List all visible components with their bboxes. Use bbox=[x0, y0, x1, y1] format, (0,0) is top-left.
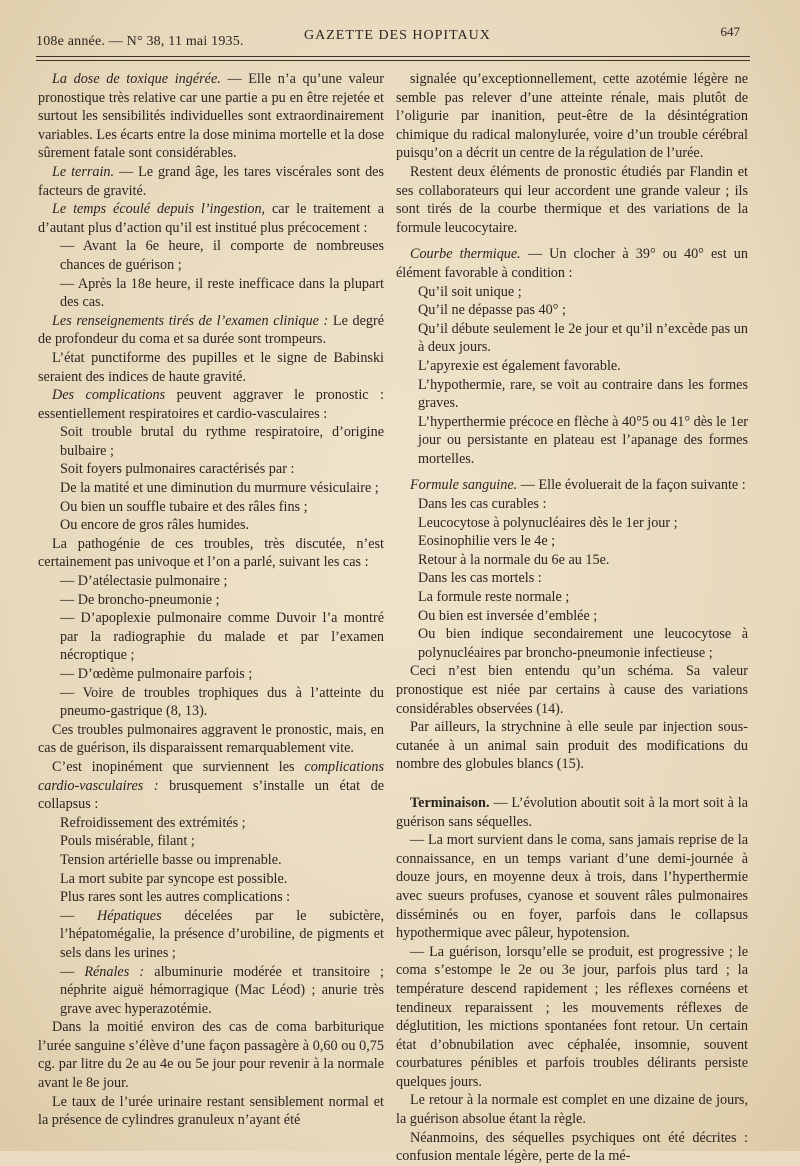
paragraph bbox=[396, 283, 748, 302]
paragraph bbox=[396, 532, 748, 551]
paragraph-text: Qu’il soit unique ; bbox=[418, 283, 522, 300]
paragraph-text: Ou bien un souffle tubaire et des râles fins ; bbox=[60, 498, 308, 515]
paragraph-text: Dans les cas mortels : bbox=[418, 570, 542, 587]
paragraph bbox=[396, 718, 748, 774]
paragraph bbox=[396, 588, 748, 607]
paragraph bbox=[396, 1129, 748, 1166]
paragraph-prefix: — bbox=[60, 907, 97, 924]
paragraph-text: Restent deux éléments de pronostic étudiés par Flandin et ses collaborateurs qui leur accordent une grande valeur ; ils sont tirés de la courbe thermique et des variations de la formule leucocytaire. bbox=[396, 163, 748, 236]
paragraph-text: Pouls misérable, filant ; bbox=[60, 833, 195, 850]
paragraph bbox=[38, 665, 384, 684]
paragraph-text: — L’évolution aboutit soit à la mort soit à la guérison sans séquelles. bbox=[396, 794, 748, 830]
paragraph-text: — Elle n’a qu’une valeur pronostique très relative car une partie a pu en être rejetée et surtout les sensibilités individuelles sont extraordinairement variables. Les écarts entre la dose minima mortelle et la dose sûrement fatale sont considérables. bbox=[38, 71, 384, 162]
paragraph bbox=[38, 609, 384, 665]
paragraph bbox=[396, 607, 748, 626]
paragraph bbox=[38, 423, 384, 460]
paragraph bbox=[396, 357, 748, 376]
paragraph-text: La pathogénie de ces troubles, très discutée, n’est certainement pas univoque et l’on a parlé, suivant les cas : bbox=[38, 535, 384, 571]
paragraph-text: Refroidissement des extrémités ; bbox=[60, 814, 246, 831]
paragraph-text: Ou bien indique secondairement une leucocytose à polynucléaires par broncho-pneumonie infectieuse ; bbox=[418, 626, 748, 661]
paragraph bbox=[396, 569, 748, 588]
paragraph-lead: Courbe thermique. bbox=[410, 246, 521, 263]
paragraph-lead: La dose de toxique ingérée. bbox=[52, 71, 221, 87]
paragraph-lead: Les renseignements tirés de l’examen clinique : bbox=[52, 312, 329, 329]
paragraph-text: Dans la moitié environ des cas de coma barbiturique l’urée sanguine s’élève d’une façon passagère à 0,60 ou 0,75 cg. par litre du 2e au 4e ou 5e jour pour revenir à la normale avant le 8e jour. bbox=[38, 1019, 384, 1092]
paragraph bbox=[396, 301, 748, 320]
paragraph-text: — Avant la 6e heure, il comporte de nombreuses chances de guérison ; bbox=[60, 238, 384, 273]
paragraph-prefix: C’est inopinément que surviennent les bbox=[52, 758, 305, 775]
paragraph bbox=[38, 312, 384, 349]
paragraph-text: — Après la 18e heure, il reste inefficace dans la plupart des cas. bbox=[60, 275, 384, 311]
paragraph-text: — D’apoplexie pulmonaire comme Duvoir l’a montré par la radiographie du malade et par l’examen nécroptique ; bbox=[60, 610, 384, 664]
paragraph-text: L’état punctiforme des pupilles et le signe de Babinski seraient des indices de haute gravité. bbox=[38, 349, 384, 385]
paragraph-text: De la matité et une diminution du murmure vésiculaire ; bbox=[60, 480, 379, 497]
paragraph bbox=[38, 591, 384, 610]
paragraph-text: L’hypothermie, rare, se voit au contraire dans les formes graves. bbox=[418, 376, 748, 412]
paragraph-text: peuvent aggraver le pronostic : essentiellement respiratoires et cardio-vasculaires : bbox=[38, 387, 384, 422]
paragraph-text: — La mort survient dans le coma, sans jamais reprise de la connaissance, en un temps variant d’une demi-journée à douze jours, en moyenne deux à trois, dans l’hyperthermie avec sueurs profuses, cyanose et souvent râles pulmonaires disséminés ou en foyer, parfois dans le collapsus hypothermique avec pâleur, hypotension. bbox=[396, 832, 748, 942]
paragraph bbox=[396, 514, 748, 533]
paragraph bbox=[396, 320, 748, 357]
header-rule-thin bbox=[36, 60, 750, 61]
header-rule-thick bbox=[36, 56, 750, 57]
paragraph bbox=[396, 831, 748, 943]
paragraph-lead: Hépatiques bbox=[97, 907, 162, 924]
publication-title: GAZETTE DES HOPITAUX bbox=[304, 28, 491, 43]
paragraph-text: La mort subite par syncope est possible. bbox=[60, 870, 288, 887]
paragraph bbox=[396, 163, 748, 237]
paragraph-text: Le retour à la normale est complet en une dizaine de jours, la guérison absolue étant la règle. bbox=[396, 1092, 748, 1128]
paragraph bbox=[38, 963, 384, 1019]
paragraph bbox=[396, 794, 748, 831]
paragraph-text: — Un clocher à 39° ou 40° est un élément favorable à condition : bbox=[396, 246, 748, 281]
page-number: 647 bbox=[720, 24, 740, 39]
paragraph bbox=[38, 572, 384, 591]
paragraph bbox=[38, 349, 384, 386]
paragraph bbox=[38, 684, 384, 721]
paragraph bbox=[38, 758, 384, 814]
paragraph bbox=[38, 1093, 384, 1130]
paragraph-text: Ou encore de gros râles humides. bbox=[60, 517, 250, 534]
paragraph-text: brusquement s’installe un état de collapsus : bbox=[38, 777, 384, 813]
paragraph-text: — De broncho-pneumonie ; bbox=[60, 591, 220, 608]
paragraph bbox=[396, 70, 748, 163]
paragraph bbox=[396, 1091, 748, 1128]
paragraph-text: albuminurie modérée et transitoire ; néphrite aiguë hémorragique (Mac Léod) ; anurie très grave avec hyperazotémie. bbox=[60, 963, 385, 1017]
paragraph bbox=[38, 237, 384, 274]
paragraph-text: signalée qu’exceptionnellement, cette azotémie légère ne semble pas relever d’une atteinte rénale, mais plutôt de l’oligurie par inanition, peut-être de la désintégration chimique du radical malonylurée, voire d’un trouble cérébral puisqu’on a décrit un centre de la régulation de l’urée. bbox=[396, 71, 748, 162]
paragraph-lead: Le temps écoulé depuis l’ingestion, bbox=[52, 201, 266, 218]
paragraph bbox=[396, 376, 748, 413]
paragraph-text: Soit trouble brutal du rythme respiratoire, d’origine bulbaire ; bbox=[60, 424, 384, 459]
paragraph-text: Ceci n’est bien entendu qu’un schéma. Sa valeur pronostique est niée par certains à cause des variations considérables observées (14). bbox=[396, 663, 748, 717]
paragraph bbox=[396, 662, 748, 718]
paragraph bbox=[38, 832, 384, 851]
paragraph bbox=[38, 516, 384, 535]
paragraph-text: Eosinophilie vers le 4e ; bbox=[418, 533, 556, 550]
paragraph-text: Néanmoins, des séquelles psychiques ont été décrites : confusion mentale légère, perte de la mé- bbox=[396, 1129, 748, 1165]
paragraph-text: Leucocytose à polynucléaires dès le 1er jour ; bbox=[418, 514, 678, 531]
paragraph bbox=[396, 495, 748, 514]
paragraph bbox=[38, 907, 384, 963]
paragraph-lead: Le terrain. bbox=[52, 163, 115, 180]
paragraph bbox=[396, 413, 748, 469]
paragraph-text: Retour à la normale du 6e au 15e. bbox=[418, 551, 610, 568]
paragraph-text: — D’atélectasie pulmonaire ; bbox=[60, 573, 228, 590]
paragraph-lead: complications cardio-vasculaires : bbox=[38, 758, 384, 794]
paragraph-text: — La guérison, lorsqu’elle se produit, est progressive ; le coma s’estompe le 2e ou 3e jour, parfois plus tard ; la température descend rapidement ; les réflexes cornéens et tendineux reparaissent ; les mouvements réflexes de déglutition, les mictions spontanées font retour. Un certain état d’obnubilation avec céphalée, insomnie, souvent courbatures pénibles et parfois troubles délirants persiste quelques jours. bbox=[396, 943, 748, 1090]
paragraph bbox=[38, 535, 384, 572]
paragraph bbox=[38, 460, 384, 479]
issue-info: 108e année. — N° 38, 11 mai 1935. bbox=[36, 34, 244, 49]
paragraph-text: Tension artérielle basse ou imprenable. bbox=[60, 851, 282, 868]
paragraph bbox=[396, 476, 748, 495]
paragraph-text: Qu’il débute seulement le 2e jour et qu’il n’excède pas un à deux jours. bbox=[418, 320, 748, 356]
paragraph bbox=[396, 625, 748, 662]
paragraph bbox=[38, 200, 384, 237]
paragraph-text: — Voire de troubles trophiques dus à l’atteinte du pneumo-gastrique (8, 13). bbox=[60, 684, 384, 720]
paragraph bbox=[38, 888, 384, 907]
paragraph bbox=[396, 943, 748, 1092]
paragraph-lead: Rénales : bbox=[84, 963, 145, 980]
paragraph-text: Le taux de l’urée urinaire restant sensiblement normal et la présence de cylindres granuleux n’ayant été bbox=[38, 1093, 384, 1129]
paragraph bbox=[38, 851, 384, 870]
paragraph bbox=[38, 479, 384, 498]
paragraph bbox=[38, 498, 384, 517]
paragraph bbox=[38, 163, 384, 200]
paragraph-text: La formule reste normale ; bbox=[418, 589, 570, 606]
left-column bbox=[38, 70, 384, 1130]
paragraph-lead: Terminaison. bbox=[410, 794, 490, 811]
paragraph bbox=[38, 721, 384, 758]
paragraph bbox=[38, 70, 384, 163]
paragraph-text: — Le grand âge, les tares viscérales sont des facteurs de gravité. bbox=[38, 163, 384, 199]
paragraph-text: L’apyrexie est également favorable. bbox=[418, 357, 621, 374]
paragraph bbox=[38, 870, 384, 889]
paragraph-text: Soit foyers pulmonaires caractérisés par : bbox=[60, 461, 295, 478]
paragraph-text: Qu’il ne dépasse pas 40° ; bbox=[418, 302, 566, 319]
paragraph-text: car le traitement a d’autant plus d’action qu’il est institué plus précocement : bbox=[38, 201, 384, 236]
paragraph bbox=[38, 814, 384, 833]
paragraph-text: décelées par le subictère, l’hépatomégalie, la présence d’urobiline, de pigments et sels dans les urines ; bbox=[60, 907, 385, 961]
paragraph bbox=[38, 1018, 384, 1092]
paragraph-text: L’hyperthermie précoce en flèche à 40°5 ou 41° dès le 1er jour ou persistante en plateau est l’apanage des formes mortelles. bbox=[418, 413, 748, 467]
paragraph-text: Le degré de profondeur du coma et sa durée sont trompeurs. bbox=[38, 312, 384, 348]
paragraph-text: Ces troubles pulmonaires aggravent le pronostic, mais, en cas de guérison, ils disparaissent remarquablement vite. bbox=[38, 721, 384, 757]
paragraph-lead: Des complications bbox=[52, 387, 166, 404]
paragraph-prefix: — bbox=[60, 963, 85, 980]
right-column bbox=[396, 70, 748, 1166]
paragraph-text: Dans les cas curables : bbox=[418, 496, 547, 513]
paragraph-text: Plus rares sont les autres complications : bbox=[60, 889, 291, 906]
paragraph-lead: Formule sanguine. bbox=[410, 477, 518, 494]
paragraph-text: Par ailleurs, la strychnine à elle seule par injection sous-cutanée à un animal sain produit des modifications du nombre des globules blancs (15). bbox=[396, 719, 748, 773]
page-header bbox=[36, 26, 740, 56]
paragraph-text: — D’œdème pulmonaire parfois ; bbox=[60, 666, 253, 682]
paragraph bbox=[396, 551, 748, 570]
paragraph bbox=[38, 275, 384, 312]
paragraph-text: — Elle évoluerait de la façon suivante : bbox=[517, 477, 746, 494]
paragraph-text: Ou bien est inversée d’emblée ; bbox=[418, 607, 598, 624]
paragraph bbox=[396, 245, 748, 282]
paragraph bbox=[38, 386, 384, 423]
